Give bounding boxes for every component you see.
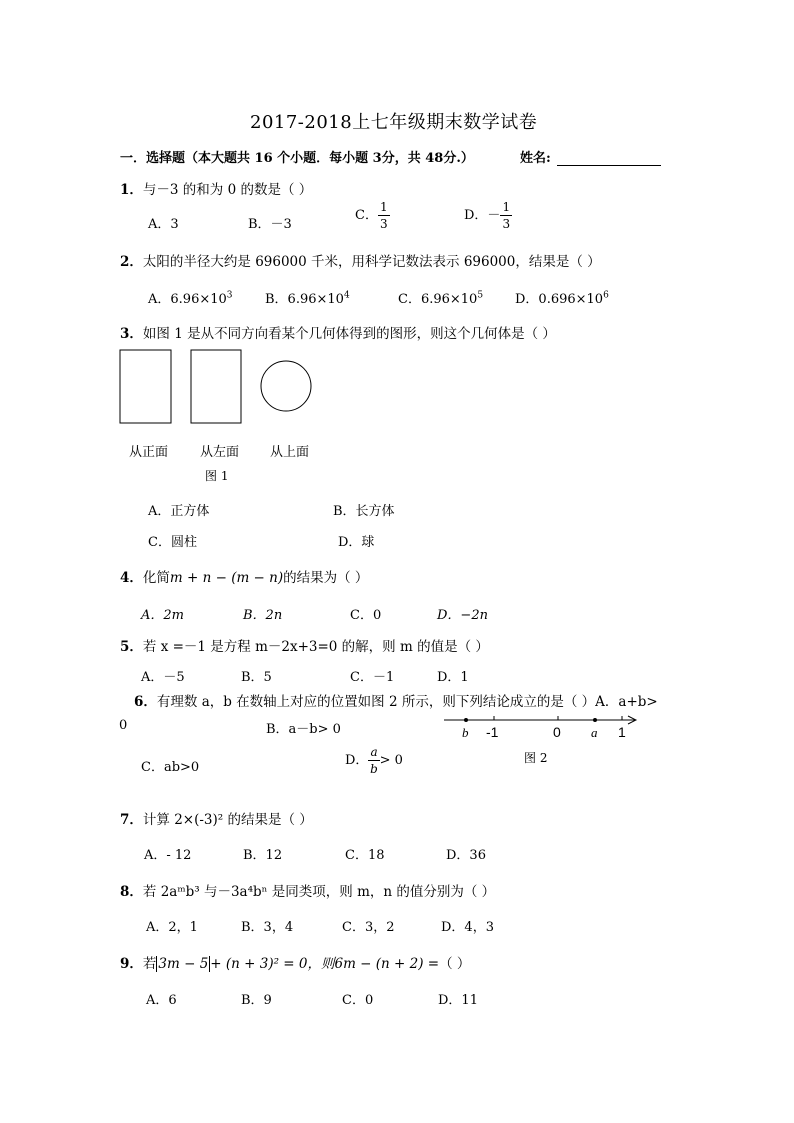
option-exponent: 6 (603, 290, 609, 301)
fraction-numerator: 1 (502, 200, 511, 214)
question-number: 9． (120, 956, 143, 972)
fraction-numerator: 1 (379, 200, 388, 214)
q1-option-a: A．3 (148, 217, 179, 232)
question-text: 若 2aᵐb³ 与－3a⁴bⁿ 是同类项，则 m，n 的值分别为（ ） (142, 884, 496, 900)
q9-option-c: C．0 (342, 993, 374, 1008)
name-field (520, 147, 661, 166)
view-label-top: 从上面 (270, 445, 310, 460)
question-text-prefix: 化简 (142, 570, 170, 586)
axis-label-zero: 0 (553, 724, 561, 740)
q2-option-d (515, 288, 609, 307)
fraction (378, 201, 390, 230)
axis-label-a: a (591, 725, 598, 740)
q6-option-c: C．ab>0 (141, 760, 200, 775)
q8-option-d: D．4，3 (441, 920, 494, 935)
option-exponent: 4 (343, 290, 350, 301)
q3-option-b: B．长方体 (333, 504, 395, 519)
fraction (368, 746, 379, 775)
question-5 (120, 635, 489, 655)
option-prefix: D． (345, 753, 369, 768)
question-number: 1． (120, 182, 143, 198)
q2-option-c (398, 288, 483, 307)
q5-option-d: D．1 (437, 670, 469, 685)
question-number: 2． (120, 254, 143, 270)
question-number: 7． (120, 812, 143, 828)
q1-option-d (464, 201, 512, 230)
q7-option-d: D．36 (446, 848, 486, 863)
q8-option-c: C．3，2 (342, 920, 395, 935)
axis-label-one: 1 (618, 724, 626, 740)
q4-option-a: A．2m (141, 608, 184, 623)
question-9 (120, 952, 470, 972)
option-exponent: 5 (477, 290, 484, 301)
question-3 (120, 322, 556, 342)
question-4 (120, 566, 368, 586)
q4-option-b: B．2n (243, 608, 283, 623)
option-exponent: 3 (226, 290, 233, 301)
axis-label-b: b (462, 725, 469, 740)
question-text: 如图 1 是从不同方向看某个几何体得到的图形，则这个几何体是（ ） (142, 326, 556, 342)
option-base: A．6.96×10 (148, 292, 227, 307)
math-expression: m + n − (m − n) (169, 570, 284, 586)
view-label-left: 从左面 (200, 445, 240, 460)
q5-option-a: A．－5 (141, 670, 185, 685)
q8-option-b: B．3，4 (241, 920, 294, 935)
three-views-figure (118, 348, 318, 428)
question-text-suffix: 的结果为（ ） (283, 570, 369, 586)
question-text-prefix: 若 (142, 956, 157, 972)
top-view-circle (261, 361, 311, 411)
question-number: 8． (120, 884, 143, 900)
question-text: 若 x =－1 是方程 m－2x+3=0 的解，则 m 的值是（ ） (142, 639, 489, 655)
q4-option-d: D．−2n (437, 608, 488, 623)
point-a-dot (593, 718, 597, 722)
q1-option-c (355, 201, 390, 230)
q3-option-d: D．球 (338, 535, 375, 550)
q9-option-d: D．11 (438, 993, 478, 1008)
option-prefix: C． (355, 208, 378, 223)
answer-parentheses: （ ） (439, 956, 471, 972)
section-heading (120, 147, 474, 166)
point-b-dot (464, 718, 468, 722)
number-line-figure (440, 710, 640, 742)
fraction-numerator: a (370, 745, 378, 759)
q5-option-b: B．5 (241, 670, 272, 685)
q7-option-a: A．- 12 (144, 848, 192, 863)
question-6 (134, 690, 658, 710)
q4-option-c: C．0 (350, 608, 382, 623)
q9-option-b: B．9 (241, 993, 272, 1008)
q5-option-c: C．－1 (350, 670, 395, 685)
figure-1-caption: 图 1 (205, 469, 229, 483)
question-text: 有理数 a，b 在数轴上对应的位置如图 2 所示，则下列结论成立的是（ ）A．a+b> (156, 694, 658, 710)
absolute-value-expression: 3m − 5 (158, 956, 209, 972)
question-number: 5． (120, 639, 143, 655)
fraction-denominator: b (370, 762, 378, 776)
fraction (500, 201, 512, 230)
front-view-rectangle (120, 350, 171, 423)
q6-text-continuation: 0 (119, 718, 128, 733)
question-text: 计算 2×(-3)² 的结果是（ ） (142, 812, 313, 828)
view-label-front: 从正面 (129, 445, 169, 460)
fraction-denominator: 3 (379, 217, 388, 231)
q7-option-b: B．12 (243, 848, 283, 863)
q2-option-a (148, 288, 233, 307)
question-number: 6． (134, 694, 157, 710)
q7-option-c: C．18 (345, 848, 385, 863)
question-number: 3． (120, 326, 143, 342)
q8-option-a: A．2，1 (146, 920, 198, 935)
question-1 (120, 178, 312, 198)
section-heading-label: 一．选择题 (120, 151, 186, 166)
math-expression-middle: + (n + 3)² = 0，则 (210, 956, 335, 972)
name-blank-line (557, 153, 661, 166)
axis-label-minus-one: -1 (486, 724, 499, 740)
option-suffix: > 0 (379, 753, 403, 768)
question-text: 与－3 的和为 0 的数是（ ） (142, 182, 313, 198)
q2-option-b (265, 288, 350, 307)
question-8 (120, 880, 495, 900)
q9-option-a: A．6 (146, 993, 177, 1008)
section-description: （本大题共 16 个小题．每小题 3分，共 48分.） (185, 151, 474, 166)
page-title: 2017-2018上七年级期末数学试卷 (250, 112, 538, 133)
question-7 (120, 808, 313, 828)
q3-option-a: A．正方体 (148, 504, 210, 519)
option-prefix: D．－ (464, 208, 501, 223)
question-number: 4． (120, 570, 143, 586)
q1-option-b: B．－3 (248, 217, 292, 232)
option-base: D．0.696×10 (515, 292, 604, 307)
q3-option-c: C．圆柱 (148, 535, 197, 550)
question-text: 太阳的半径大约是 696000 千米，用科学记数法表示 696000，结果是（ ） (142, 254, 601, 270)
option-base: B．6.96×10 (265, 292, 344, 307)
option-base: C．6.96×10 (398, 292, 478, 307)
fraction-denominator: 3 (502, 217, 511, 231)
name-label: 姓名: (520, 151, 551, 166)
q6-option-d (345, 746, 403, 775)
question-2 (120, 250, 601, 270)
figure-2-caption: 图 2 (524, 751, 548, 765)
left-view-rectangle (191, 350, 241, 423)
q6-option-b: B．a－b> 0 (266, 722, 341, 737)
math-expression-tail: 6m − (n + 2) = (334, 956, 440, 972)
